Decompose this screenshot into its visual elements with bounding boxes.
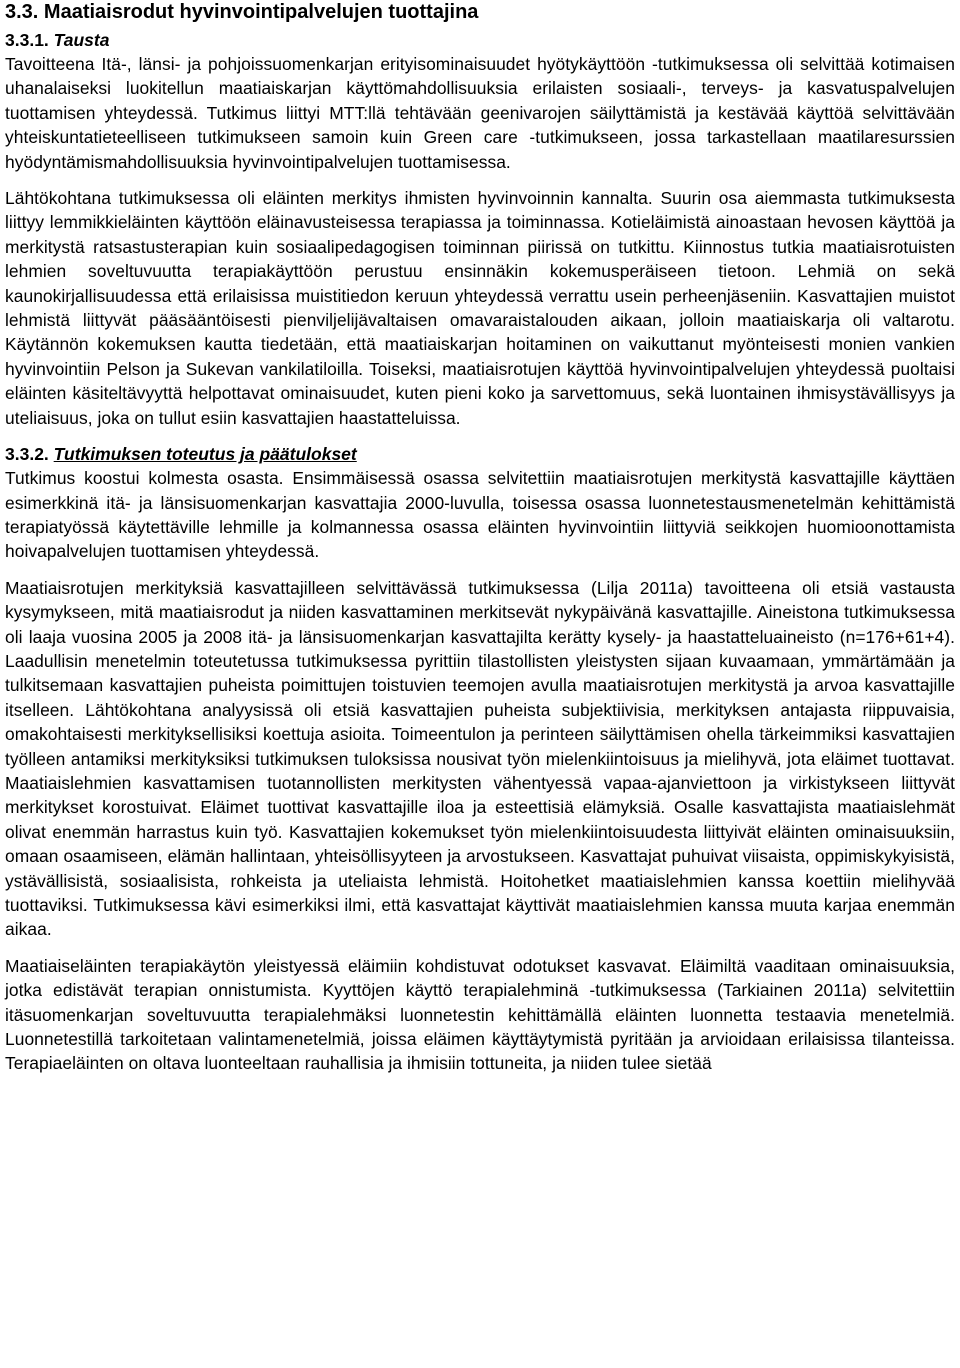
subsection-title: Tutkimuksen toteutus ja päätulokset [53,444,357,465]
subsection-heading-tausta [5,28,955,52]
paragraph: Tutkimus koostui kolmesta osasta. Ensimmäisessä osassa selvitettiin maatiaisrotujen merkitystä kasvattajille käyttäen esimerkkinä itä- ja länsisuomenkarjan kasvattajia 2000-luvulla, toisessa osassa luonnetestausmenetelmän kehittämistä terapiatyössä käytettäville lehmille ja kolmannessa osassa eläinten hyvinvointiin liittyviä seikkojen huomioonottamista hoivapalvelujen tuottamisen yhteydessä. [5,468,955,562]
subsection-title: Tausta [53,30,110,50]
section-heading: 3.3. Maatiaisrodut hyvinvointipalvelujen tuottajina [5,1,479,23]
paragraph: Maatiaisrotujen merkityksiä kasvattajilleen selvittävässä tutkimuksessa (Lilja 2011a) tavoitteena oli etsiä vastausta kysymykseen, mitä maatiaisrodut ja niiden kasvattaminen merkitsevät nykypäivänä kasvattajille. Aineistona tutkimuksessa oli laaja vuosina 2005 ja 2008 itä- ja länsisuomenkarjan kasvattajilta kerätty kysely- ja haastatteluaineisto (n=176+61+4). Laadullisin menetelmin toteutetussa tutkimuksessa pyrittiin tilastollisten yleistysten sijaan kuvaamaan, ymmärtämään ja tulkitsemaan kasvattajien puheista poimittujen toistuvien teemojen avulla maatiaisrotujen merkitystä ja arvoa kasvattajille itselleen. Lähtökohtana analyysissä oli etsiä kasvattajien puheista subjektiivisia, merkityksen antajasta riippuvaisia, omakohtaisesti merkityksellisiksi koettuja asioita. Toimeentulon ja perinteen säilyttämisen ohella tärkeimmiksi kasvattajien työlleen antamiksi merkityksiksi tutkimuksen tuloksissa nousivat työn mielenkiintoisuus ja mielihyvä, jota eläimet tuottavat. Maatiaislehmien kasvattamisen tuotannollisten merkitysten vähentyessä vapaa-ajanviettoon ja virkistykseen liittyvät merkitykset korostuivat. Eläimet tuottivat kasvattajille iloa ja esteettisiä elämyksiä. Osalle kasvattajista maatiaislehmät olivat enemmän harrastus kuin työ. Kasvattajien kokemukset työn mielenkiintoisuudesta liittyivät eläinten ominaisuuksiin, omaan osaamiseen, elämän hallintaan, yhteisöllisyyteen ja arvostukseen. Kasvattajat puhuivat viisaista, oppimiskykyisistä, ystävällisistä, sosiaalisista, rohkeista ja uteliaista lehmistä. Hoitohetket maatiaislehmien kanssa koettiin mielihyvää tuottaviksi. Tutkimuksessa kävi esimerkiksi ilmi, että kasvattajat käyttivät maatiaislehmien kanssa muuta karjaa enemmän aikaa. [5,577,955,940]
paragraph: Lähtökohtana tutkimuksessa oli eläinten merkitys ihmisten hyvinvoinnin kannalta. Suurin osa aiemmasta tutkimuksesta liittyy lemmikkieläinten käyttöön eläinavusteisessa terapiassa ja toiminnassa. Kotieläimistä ainoastaan hevosen käyttöä ja merkitystä ratsastusterapian kuin sosiaalipedagogisen toiminnan piirissä on tutkittu. Kiinnostus tutkia maatiaisrotuisten lehmien soveltuvuutta terapiakäyttöön perustuu ensinnäkin kokemusperäiseen tietoon. Lehmiä on sekä kaunokirjallisuudessa että erilaisissa muistitiedon keruun yhteydessä verrattu usein perheenjäseniin. Kasvattajien muistot lehmistä liittyvät pääsääntöisesti pienviljelijävaltaisen omavaraistalouden aikaan, jolloin maatiaiskarja oli valtarotu. Käytännön kokemuksen kautta tiedetään, että maatiaiskarjan hoitaminen on vaikuttanut myönteisesti monien vankien hyvinvointiin Pelson ja Sukevan vankilatiloilla. Toiseksi, maatiaisrotujen käyttöä hyvinvointipalvelujen yhteydessä puoltaisi eläinten käsiteltävyyttä helpottavat ominaisuudet, kuten pieni koko ja sarvettomuus, sekä luontainen ihmisystävällisyys ja uteliaisuus, joka on tullut esiin kasvattajien haastatteluissa. [5,188,955,428]
subsection-number: 3.3.1. [5,30,49,50]
subsection-heading-toteutus [5,442,955,466]
paragraph: Tavoitteena Itä-, länsi- ja pohjoissuomenkarjan erityisominaisuudet hyötykäyttöön -tutkimuksessa oli selvittää kotimaisen uhanalaiseksi luokitellun maatiaiskarjan käyttömahdollisuuksia erilaisten sosiaali-, terveys- ja kasvatuspalvelujen tuottamisen yhteydessä. Tutkimus liittyi MTT:llä tehtävään geenivarojen säilyttämistä ja kestävää käyttöä selvittävään yhteiskuntatieteelliseen tutkimukseen samoin kuin Green care -tutkimukseen, jossa tarkastellaan maatilaresurssien hyödyntämismahdollisuuksia hyvinvointipalvelujen tuottamisessa. [5,54,955,172]
document-page [5,0,955,1076]
subsection-number: 3.3.2. [5,444,49,465]
paragraph: Maatiaiseläinten terapiakäytön yleistyessä eläimiin kohdistuvat odotukset kasvavat. Eläimiltä vaaditaan ominaisuuksia, jotka edistävät terapian onnistumista. Kyyttöjen käyttö terapialehminä -tutkimuksessa (Tarkiainen 2011a) selvitettiin itäsuomenkarjan soveltuvuutta terapialehmäksi luonnetestin kehittämällä eläinten luonnetta testaavia menetelmiä. Luonnetestillä tarkoitetaan valintamenetelmiä, joissa eläimen käyttäytymistä pyritään ja arvioidaan erilaisissa tilanteissa. Terapiaeläinten on oltava luonteeltaan rauhallisia ja ihmisiin tottuneita, ja niiden tulee sietää [5,955,955,1074]
